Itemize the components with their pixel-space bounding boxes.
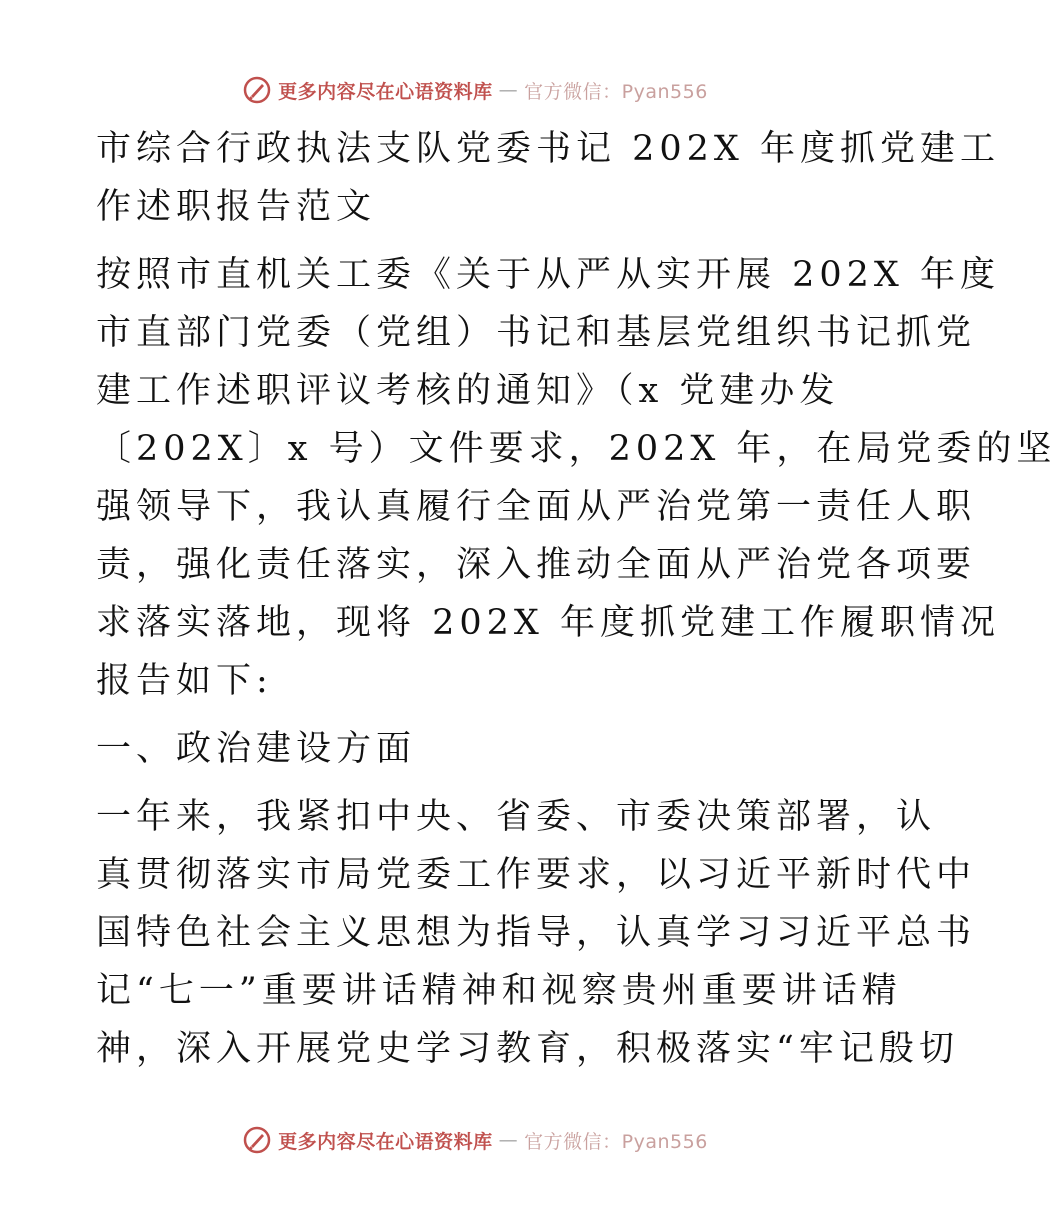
banner-dash: — [498, 79, 519, 101]
header-banner [0, 70, 950, 110]
paragraph-line: 〔202X〕x 号）文件要求，202X 年，在局党委的坚 [96, 429, 1056, 469]
paragraph-line: 建工作述职评议考核的通知》（x 党建办发 [96, 371, 840, 411]
paragraph-line: 求落实落地，现将 202X 年度抓党建工作履职情况 [96, 603, 1000, 643]
banner-site-name: 更多内容尽在心语资料库 [278, 80, 493, 103]
paragraph-line: 责，强化责任落实，深入推动全面从严治党各项要 [96, 545, 977, 585]
paragraph-line: 报告如下: [96, 661, 273, 701]
title-line: 市综合行政执法支队党委书记 202X 年度抓党建工 [96, 129, 1000, 169]
title-line: 作述职报告范文 [96, 187, 377, 227]
paragraph-line: 真贯彻落实市局党委工作要求，以习近平新时代中 [96, 855, 977, 895]
section-heading: 一、政治建设方面 [96, 729, 417, 769]
paragraph-line: 强领导下，我认真履行全面从严治党第一责任人职 [96, 487, 977, 527]
paragraph-line: 按照市直机关工委《关于从严从实开展 202X 年度 [96, 255, 1000, 295]
banner-site-name: 更多内容尽在心语资料库 [278, 1130, 493, 1153]
pen-logo-icon [242, 1125, 272, 1155]
pen-logo-icon [242, 75, 272, 105]
document-body [96, 120, 1056, 1078]
paragraph-line: 国特色社会主义思想为指导，认真学习习近平总书 [96, 913, 977, 953]
banner-wechat: 官方微信：Pyan556 [524, 1130, 708, 1153]
banner-wechat: 官方微信：Pyan556 [524, 80, 708, 103]
banner-dash: — [498, 1129, 519, 1151]
paragraph-line: 神，深入开展党史学习教育，积极落实“牢记殷切 [96, 1029, 959, 1069]
paragraph-line: 市直部门党委（党组）书记和基层党组织书记抓党 [96, 313, 977, 353]
paragraph-line: 一年来，我紧扣中央、省委、市委决策部署，认 [96, 797, 937, 837]
paragraph-line: 记“七一”重要讲话精神和视察贵州重要讲话精 [96, 971, 902, 1011]
footer-banner [0, 1120, 950, 1160]
